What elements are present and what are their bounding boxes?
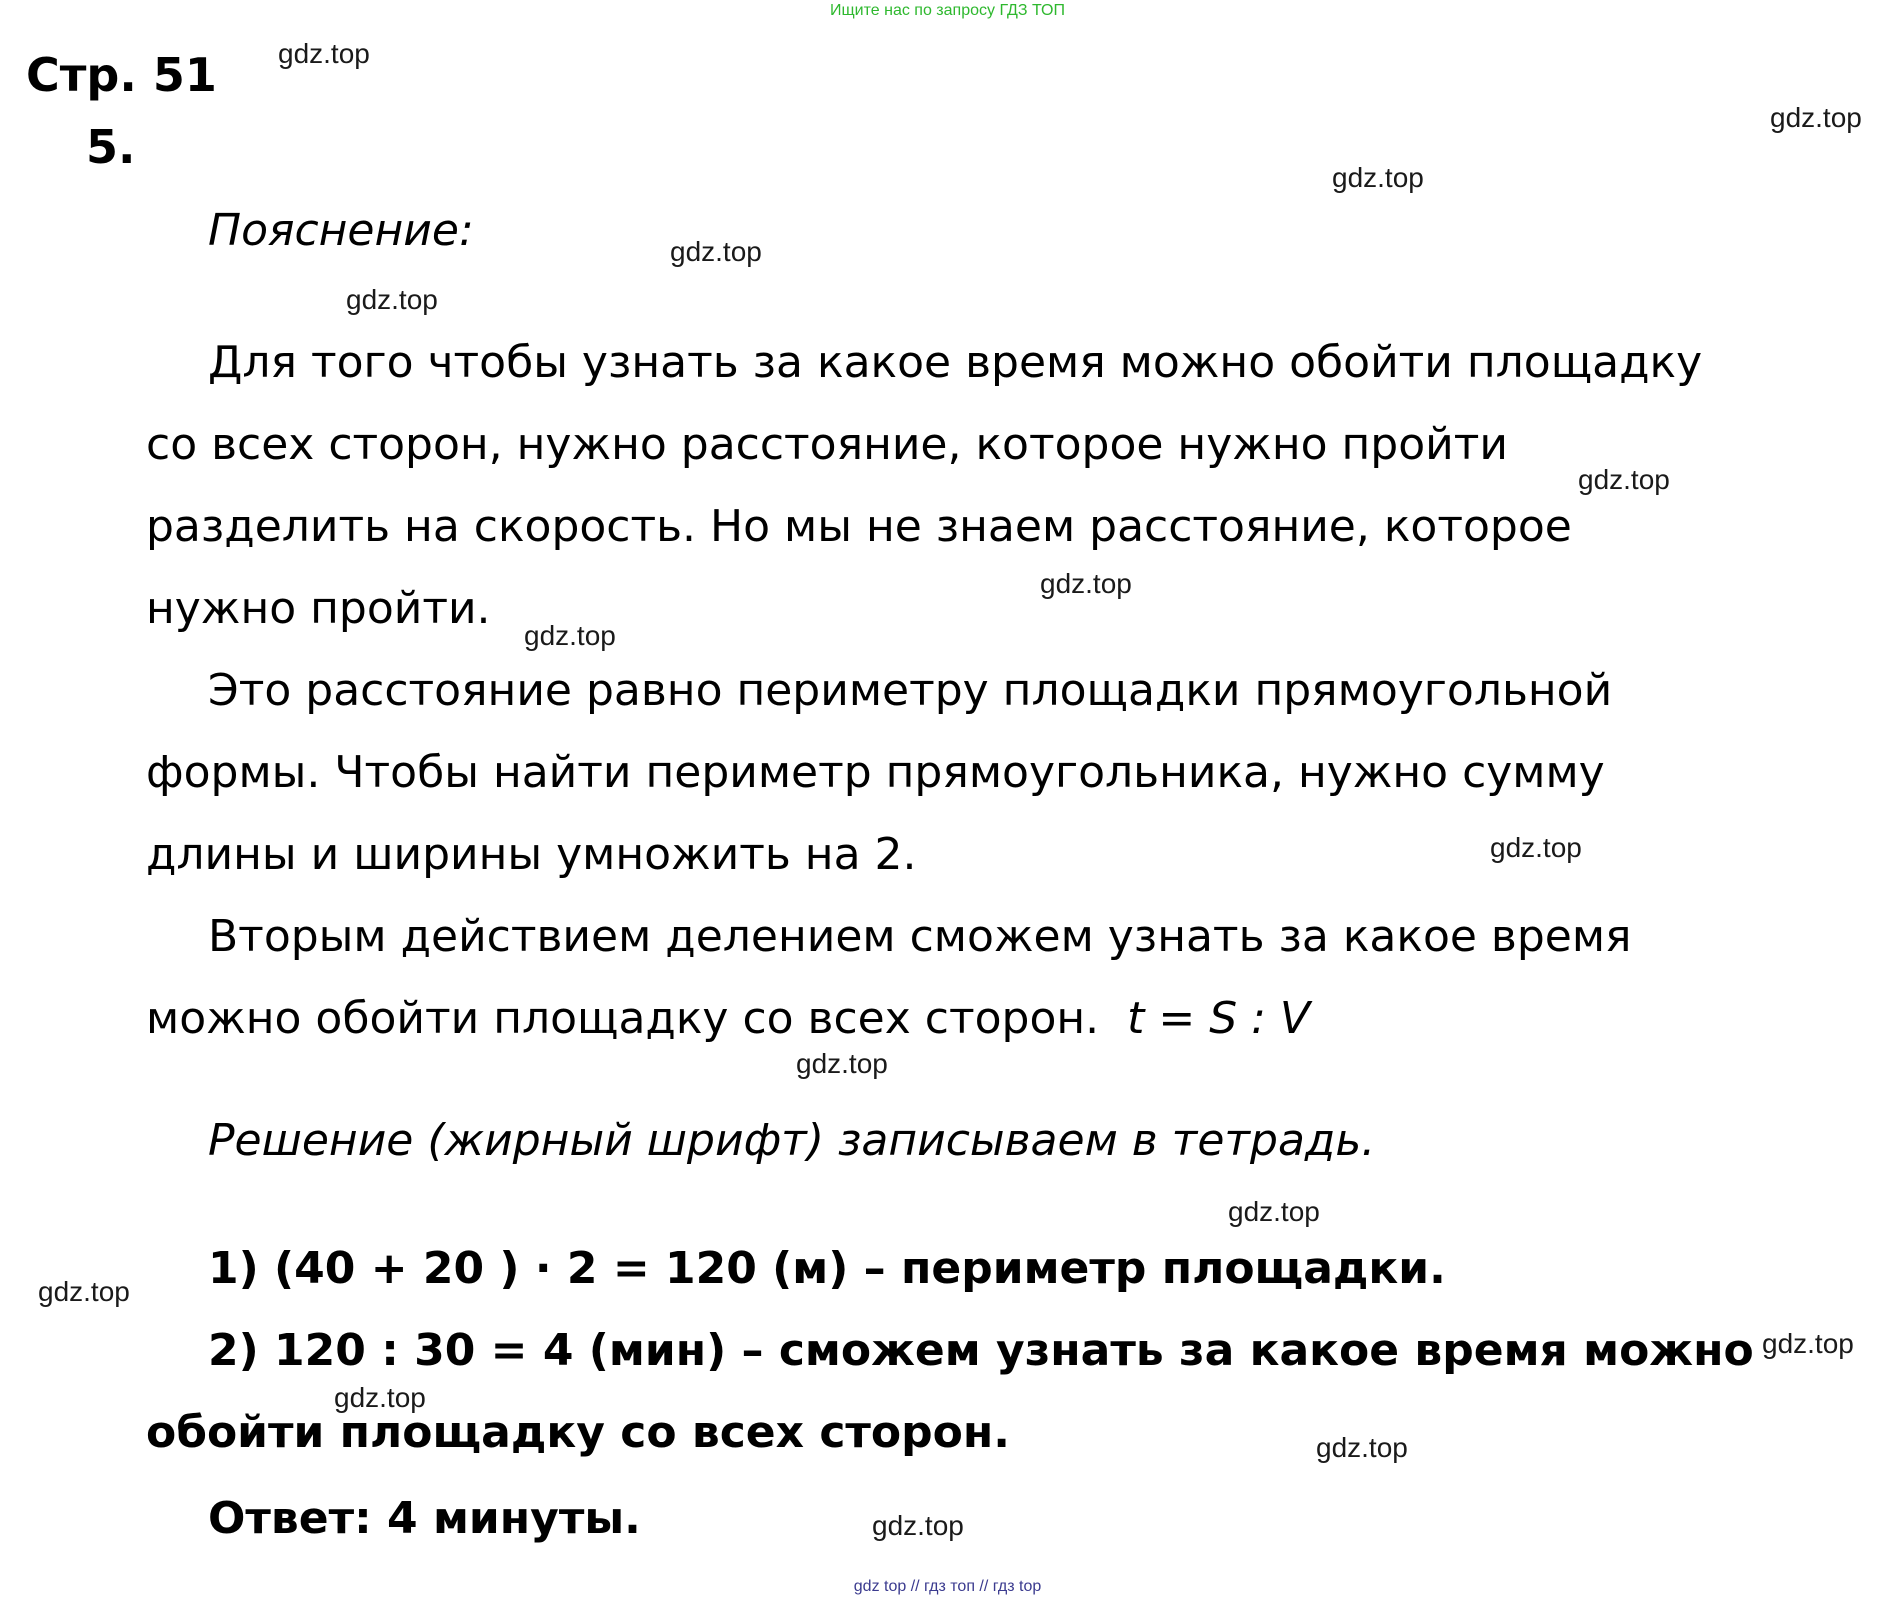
watermark: gdz.top	[1578, 464, 1670, 495]
watermark: gdz.top	[1040, 568, 1132, 599]
explanation-heading: Пояснение:	[208, 205, 474, 256]
explanation-line: со всех сторон, нужно расстояние, которое нужно пройти	[146, 419, 1508, 470]
watermark: gdz.top	[1490, 832, 1582, 863]
watermark: gdz.top	[334, 1382, 426, 1413]
explanation-line: Вторым действием делением сможем узнать за какое время	[208, 911, 1632, 962]
top-banner: Ищите нас по запросу ГДЗ ТОП	[830, 2, 1065, 19]
explanation-line: длины и ширины умножить на 2.	[146, 829, 917, 880]
watermark: gdz.top	[1762, 1328, 1854, 1359]
formula: t = S : V	[1127, 993, 1311, 1044]
watermark: gdz.top	[278, 38, 370, 69]
explanation-line: нужно пройти.	[146, 583, 491, 634]
explanation-line: Для того чтобы узнать за какое время можно обойти площадку	[208, 337, 1703, 388]
watermark: gdz.top	[872, 1510, 964, 1541]
explanation-line: разделить на скорость. Но мы не знаем расстояние, которое	[146, 501, 1572, 552]
page-reference: Стр. 51	[26, 48, 217, 102]
watermark: gdz.top	[524, 620, 616, 651]
explanation-line: формы. Чтобы найти периметр прямоугольника, нужно сумму	[146, 747, 1605, 798]
explanation-line: Это расстояние равно периметру площадки прямоугольной	[208, 665, 1613, 716]
watermark: gdz.top	[1770, 102, 1862, 133]
watermark: gdz.top	[38, 1276, 130, 1307]
task-number: 5.	[86, 120, 136, 174]
watermark: gdz.top	[1316, 1432, 1408, 1463]
solution-heading: Решение (жирный шрифт) записываем в тетрадь.	[208, 1115, 1376, 1166]
watermark: gdz.top	[670, 236, 762, 267]
solution-step-2: 2) 120 : 30 = 4 (мин) – сможем узнать за какое время можно	[208, 1325, 1754, 1376]
answer: Ответ: 4 минуты.	[208, 1493, 641, 1544]
watermark: gdz.top	[1332, 162, 1424, 193]
explanation-line-text: можно обойти площадку со всех сторон.	[146, 993, 1100, 1044]
solution-step-1: 1) (40 + 20 ) · 2 = 120 (м) – периметр площадки.	[208, 1243, 1446, 1294]
solution-step-2-cont: обойти площадку со всех сторон.	[146, 1407, 1010, 1458]
explanation-line	[146, 978, 1310, 1060]
footer: gdz top // гдз топ // гдз top	[853, 1578, 1042, 1595]
watermark: gdz.top	[346, 284, 438, 315]
watermark: gdz.top	[796, 1048, 888, 1079]
watermark: gdz.top	[1228, 1196, 1320, 1227]
